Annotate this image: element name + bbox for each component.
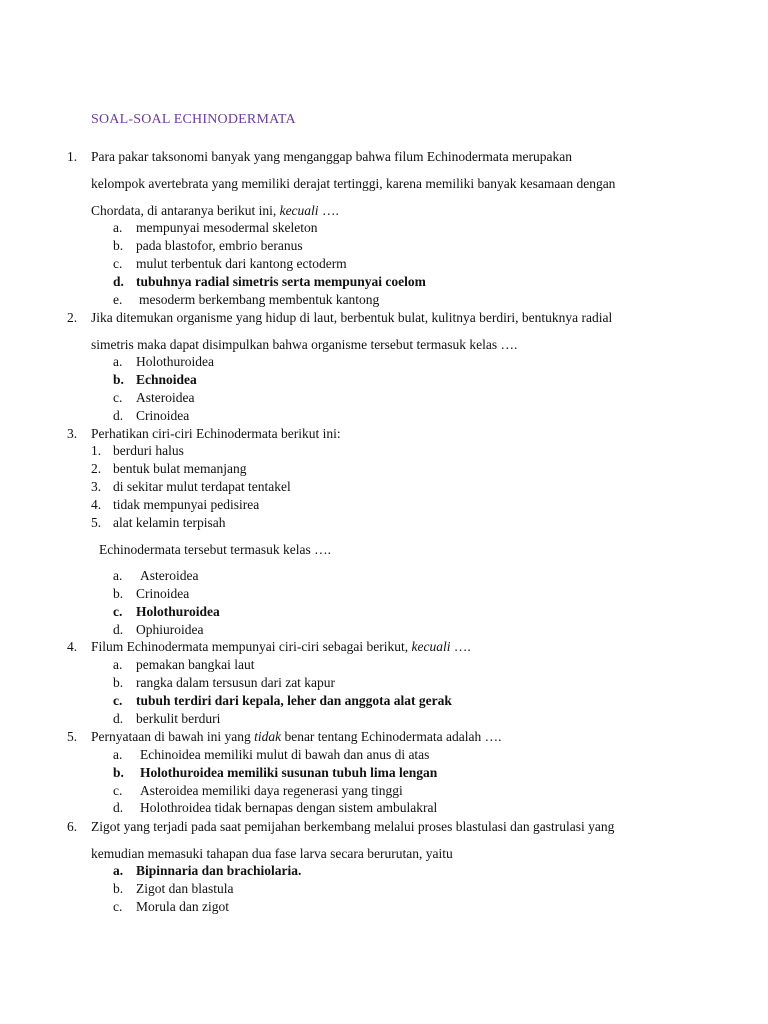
- q3-item-4: tidak mempunyai pedisirea: [113, 497, 260, 512]
- q5-option-a-letter: a.: [113, 747, 123, 762]
- q1-option-d-letter: d.: [113, 274, 124, 289]
- q4-option-c-letter: c.: [113, 693, 123, 708]
- q6-text-line2: kemudian memasuki tahapan dua fase larva secara berurutan, yaitu: [91, 846, 453, 861]
- q3-option-d: Ophiuroidea: [136, 622, 204, 637]
- q5-emphasis: tidak: [254, 729, 282, 744]
- q1-emphasis: kecuali: [279, 203, 319, 218]
- q5-option-b-answer: Holothuroidea memiliki susunan tubuh lima lengan: [140, 765, 438, 780]
- q6-option-c-letter: c.: [113, 899, 123, 914]
- q4-option-d-letter: d.: [113, 711, 124, 726]
- q5-text-line1: [91, 728, 501, 746]
- q1-option-b: pada blastofor, embrio beranus: [136, 238, 303, 253]
- q4-text-line1: [91, 638, 471, 656]
- q6-option-a-answer: Bipinnaria dan brachiolaria.: [136, 863, 302, 878]
- q2-option-a-letter: a.: [113, 354, 123, 369]
- q1-text-line3: [91, 202, 339, 220]
- q2-number: 2.: [67, 310, 78, 325]
- q3-item-5-number: 5.: [91, 515, 102, 530]
- q3-option-c-answer: Holothuroidea: [136, 604, 220, 619]
- q3-option-c-letter: c.: [113, 604, 123, 619]
- q6-number: 6.: [67, 819, 78, 834]
- q3-item-5: alat kelamin terpisah: [113, 515, 226, 530]
- q2-option-c: Asteroidea: [136, 390, 195, 405]
- q1-number: 1.: [67, 149, 78, 164]
- q3-item-1: berduri halus: [113, 443, 184, 458]
- q4-option-b-letter: b.: [113, 675, 124, 690]
- q3-option-a-letter: a.: [113, 568, 123, 583]
- q5-text-post: benar tentang Echinodermata adalah ….: [284, 729, 502, 744]
- document-title: SOAL-SOAL ECHINODERMATA: [91, 112, 296, 127]
- q4-number: 4.: [67, 639, 78, 654]
- q3-item-2-number: 2.: [91, 461, 102, 476]
- q3-option-b-letter: b.: [113, 586, 124, 601]
- q3-option-d-letter: d.: [113, 622, 124, 637]
- q4-option-a-letter: a.: [113, 657, 123, 672]
- q4-text-pre: Filum Echinodermata mempunyai ciri-ciri sebagai berikut,: [91, 639, 409, 654]
- q3-item-4-number: 4.: [91, 497, 102, 512]
- q3-item-2: bentuk bulat memanjang: [113, 461, 247, 476]
- q5-number: 5.: [67, 729, 78, 744]
- q4-emphasis: kecuali: [411, 639, 451, 654]
- q1-option-e: mesoderm berkembang membentuk kantong: [139, 292, 380, 307]
- q2-option-d: Crinoidea: [136, 408, 190, 423]
- q3-item-3: di sekitar mulut terdapat tentakel: [113, 479, 291, 494]
- q6-option-a-letter: a.: [113, 863, 124, 878]
- q1-option-e-letter: e.: [113, 292, 123, 307]
- q2-option-b-letter: b.: [113, 372, 124, 387]
- q2-text-line1: Jika ditemukan organisme yang hidup di laut, berbentuk bulat, kulitnya berdiri, bentuknya radial: [91, 310, 613, 325]
- q4-option-a: pemakan bangkai laut: [136, 657, 255, 672]
- q6-option-b: Zigot dan blastula: [136, 881, 234, 896]
- q1-text-line1: Para pakar taksonomi banyak yang menganggap bahwa filum Echinodermata merupakan: [91, 149, 572, 164]
- q5-option-d-letter: d.: [113, 800, 124, 815]
- q1-text-line3-post: ….: [321, 203, 339, 218]
- q3-item-3-number: 3.: [91, 479, 102, 494]
- q4-option-b: rangka dalam tersusun dari zat kapur: [136, 675, 336, 690]
- q1-text-line2: kelompok avertebrata yang memiliki derajat tertinggi, karena memiliki banyak kesamaan dengan: [91, 176, 616, 191]
- q6-option-b-letter: b.: [113, 881, 124, 896]
- q3-stem: Echinodermata tersebut termasuk kelas ….: [99, 542, 332, 557]
- q1-option-c: mulut terbentuk dari kantong ectoderm: [136, 256, 347, 271]
- q1-option-c-letter: c.: [113, 256, 123, 271]
- q3-option-b: Crinoidea: [136, 586, 190, 601]
- q5-option-d: Holothroidea tidak bernapas dengan sistem ambulakral: [140, 800, 438, 815]
- q3-option-a: Asteroidea: [140, 568, 199, 583]
- q3-number: 3.: [67, 426, 78, 441]
- q4-option-d: berkulit berduri: [136, 711, 221, 726]
- q1-option-d-answer: tubuhnya radial simetris serta mempunyai coelom: [136, 274, 426, 289]
- q5-option-c-letter: c.: [113, 783, 123, 798]
- q1-option-b-letter: b.: [113, 238, 124, 253]
- q1-option-a-letter: a.: [113, 220, 123, 235]
- q1-option-a: mempunyai mesodermal skeleton: [136, 220, 318, 235]
- q3-item-1-number: 1.: [91, 443, 102, 458]
- q2-text-line2: simetris maka dapat disimpulkan bahwa organisme tersebut termasuk kelas ….: [91, 337, 518, 352]
- q6-text-line1: Zigot yang terjadi pada saat pemijahan berkembang melalui proses blastulasi dan gastrulasi yang: [91, 819, 615, 834]
- q4-option-c-answer: tubuh terdiri dari kepala, leher dan anggota alat gerak: [136, 693, 452, 708]
- q4-text-post: ….: [453, 639, 471, 654]
- q2-option-a: Holothuroidea: [136, 354, 214, 369]
- q3-text-line1: Perhatikan ciri-ciri Echinodermata berikut ini:: [91, 426, 341, 441]
- q5-text-pre: Pernyataan di bawah ini yang: [91, 729, 251, 744]
- q1-text-line3-pre: Chordata, di antaranya berikut ini,: [91, 203, 277, 218]
- q5-option-a: Echinoidea memiliki mulut di bawah dan anus di atas: [140, 747, 430, 762]
- q5-option-b-letter: b.: [113, 765, 124, 780]
- q6-option-c: Morula dan zigot: [136, 899, 229, 914]
- q2-option-b-answer: Echnoidea: [136, 372, 197, 387]
- q5-option-c: Asteroidea memiliki daya regenerasi yang tinggi: [140, 783, 403, 798]
- q2-option-d-letter: d.: [113, 408, 124, 423]
- q2-option-c-letter: c.: [113, 390, 123, 405]
